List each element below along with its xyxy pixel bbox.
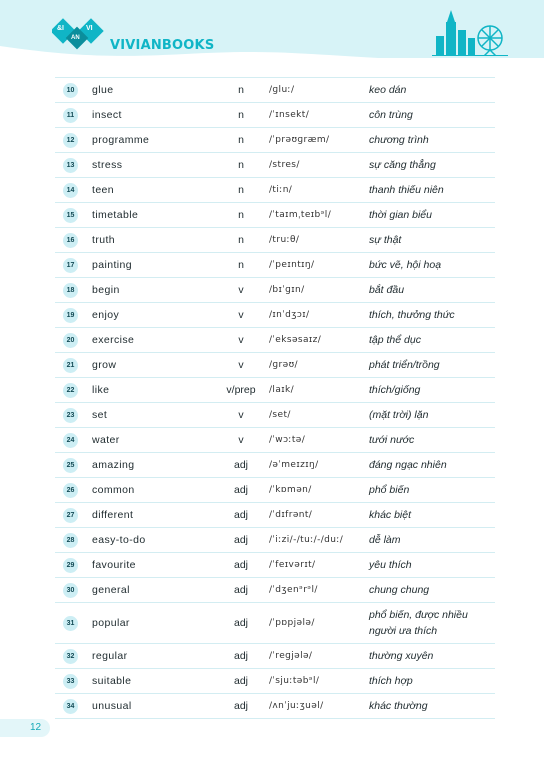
pronunciation: /stres/ (269, 160, 300, 170)
vocab-word: grow (92, 359, 117, 371)
pronunciation: /set/ (269, 410, 291, 420)
table-row (55, 327, 495, 352)
part-of-speech: v (238, 434, 244, 446)
vietnamese-meaning: côn trùng (369, 109, 413, 121)
vocab-word: teen (92, 184, 115, 196)
table-row (55, 77, 495, 102)
part-of-speech: v (238, 284, 244, 296)
vocab-word: general (92, 584, 130, 596)
table-row (55, 577, 495, 602)
table-row (55, 402, 495, 427)
part-of-speech: n (238, 259, 244, 271)
pronunciation: /ˈpɒpjələ/ (269, 618, 315, 628)
vocab-word: water (92, 434, 120, 446)
vocab-word: exercise (92, 334, 135, 346)
vietnamese-meaning: thích/giống (369, 384, 421, 396)
row-number-badge: 34 (63, 699, 78, 714)
vietnamese-meaning: bắt đầu (369, 284, 405, 296)
row-number-badge: 26 (63, 483, 78, 498)
row-number-badge: 32 (63, 649, 78, 664)
row-number-badge: 33 (63, 674, 78, 689)
vocab-word: stress (92, 159, 123, 171)
row-number-badge: 12 (63, 133, 78, 148)
vietnamese-meaning: sự thật (369, 234, 402, 246)
pronunciation: /ʌnˈjuːʒuəl/ (269, 701, 324, 711)
vivianbooks-logo (52, 18, 104, 50)
vocab-word: truth (92, 234, 116, 246)
vocab-word: favourite (92, 559, 136, 571)
table-row (55, 202, 495, 227)
table-row (55, 102, 495, 127)
vocabulary-table (55, 77, 495, 719)
table-row (55, 602, 495, 643)
brand-name: VIVIANBOOKS (110, 38, 215, 53)
row-number-badge: 14 (63, 183, 78, 198)
pronunciation: /ˈɪnsekt/ (269, 110, 310, 120)
vocab-word: begin (92, 284, 120, 296)
vocab-word: popular (92, 617, 130, 629)
logo-right-text: VI (86, 25, 93, 32)
part-of-speech: adj (233, 584, 248, 596)
vocab-word: unusual (92, 700, 132, 712)
part-of-speech: adj (233, 675, 248, 687)
vocab-word: timetable (92, 209, 139, 221)
vietnamese-meaning: thường xuyên (369, 650, 434, 662)
table-row (55, 527, 495, 552)
table-row (55, 693, 495, 719)
row-number-badge: 29 (63, 558, 78, 573)
table-row (55, 177, 495, 202)
table-row (55, 252, 495, 277)
row-number-badge: 31 (63, 616, 78, 631)
row-number-badge: 15 (63, 208, 78, 223)
logo-middle-text: AN (71, 35, 80, 41)
vocab-word: painting (92, 259, 132, 271)
row-number-badge: 25 (63, 458, 78, 473)
city-skyline-icon (432, 8, 508, 56)
vietnamese-meaning: dễ làm (369, 534, 401, 546)
row-number-badge: 30 (63, 583, 78, 598)
vietnamese-meaning: thích hợp (369, 675, 413, 687)
pronunciation: /əˈmeɪzɪŋ/ (269, 460, 319, 470)
part-of-speech: adj (233, 509, 248, 521)
table-row (55, 352, 495, 377)
vocab-word: regular (92, 650, 128, 662)
part-of-speech: adj (233, 534, 248, 546)
table-row (55, 452, 495, 477)
row-number-badge: 23 (63, 408, 78, 423)
vietnamese-meaning: phát triển/trồng (369, 359, 440, 371)
row-number-badge: 24 (63, 433, 78, 448)
logo-left-text: &I (57, 25, 64, 32)
pronunciation: /truːθ/ (269, 235, 300, 245)
row-number-badge: 28 (63, 533, 78, 548)
part-of-speech: v/prep (226, 384, 256, 396)
vietnamese-meaning: keo dán (369, 84, 407, 96)
table-row (55, 668, 495, 693)
part-of-speech: n (238, 134, 244, 146)
table-row (55, 502, 495, 527)
vocab-word: like (92, 384, 110, 396)
vocab-word: common (92, 484, 135, 496)
vocab-word: set (92, 409, 108, 421)
row-number-badge: 13 (63, 158, 78, 173)
vietnamese-meaning: chương trình (369, 134, 429, 146)
part-of-speech: adj (233, 484, 248, 496)
vietnamese-meaning: phổ biến (369, 484, 410, 496)
part-of-speech: n (238, 159, 244, 171)
part-of-speech: adj (233, 617, 248, 629)
vietnamese-meaning: khác biệt (369, 509, 412, 521)
vietnamese-meaning: khác thường (369, 700, 428, 712)
vietnamese-meaning: bức vẽ, hội hoạ (369, 259, 442, 271)
vietnamese-meaning: đáng ngạc nhiên (369, 459, 447, 471)
pronunciation: /ˈfeɪvərɪt/ (269, 560, 316, 570)
part-of-speech: n (238, 209, 244, 221)
vietnamese-meaning: yêu thích (369, 559, 412, 571)
row-number-badge: 21 (63, 358, 78, 373)
table-row (55, 302, 495, 327)
pronunciation: /ˈtaɪmˌteɪbᵊl/ (269, 210, 332, 220)
table-row (55, 427, 495, 452)
pronunciation: /ˈreɡjələ/ (269, 651, 313, 661)
row-number-badge: 20 (63, 333, 78, 348)
row-number-badge: 17 (63, 258, 78, 273)
part-of-speech: n (238, 84, 244, 96)
part-of-speech: adj (233, 650, 248, 662)
vocab-word: easy-to-do (92, 534, 146, 546)
row-number-badge: 10 (63, 83, 78, 98)
table-row (55, 643, 495, 668)
pronunciation: /ˈwɔːtə/ (269, 435, 306, 445)
pronunciation: /ˈeksəsaɪz/ (269, 335, 322, 345)
table-row (55, 277, 495, 302)
pronunciation: /ˈprəʊɡræm/ (269, 135, 330, 145)
pronunciation: /ˈsjuːtəbᵊl/ (269, 676, 320, 686)
pronunciation: /ˈkɒmən/ (269, 485, 312, 495)
logo-diamonds-icon (52, 18, 104, 50)
vietnamese-meaning: tập thể dục (369, 334, 421, 346)
part-of-speech: v (238, 334, 244, 346)
vietnamese-meaning: chung chung (369, 584, 430, 596)
table-row (55, 227, 495, 252)
table-row (55, 127, 495, 152)
pronunciation: /tiːn/ (269, 185, 293, 195)
vocab-word: glue (92, 84, 114, 96)
table-row (55, 377, 495, 402)
vietnamese-meaning: thanh thiếu niên (369, 184, 444, 196)
part-of-speech: adj (233, 700, 248, 712)
page-number: 12 (30, 722, 42, 733)
row-number-badge: 22 (63, 383, 78, 398)
pronunciation: /ɪnˈdʒɔɪ/ (269, 310, 310, 320)
table-row (55, 477, 495, 502)
vietnamese-meaning: phổ biến, được nhiều người ưa thích (369, 609, 468, 637)
row-number-badge: 27 (63, 508, 78, 523)
pronunciation: /bɪˈɡɪn/ (269, 285, 305, 295)
pronunciation: /ˈdʒenᵊrᵊl/ (269, 585, 318, 595)
vietnamese-meaning: thích, thưởng thức (369, 309, 455, 321)
vietnamese-meaning: tưới nước (369, 434, 415, 446)
vocab-word: enjoy (92, 309, 120, 321)
part-of-speech: n (238, 109, 244, 121)
row-number-badge: 11 (63, 108, 78, 123)
part-of-speech: adj (233, 459, 248, 471)
pronunciation: /ˈpeɪntɪŋ/ (269, 260, 315, 270)
row-number-badge: 18 (63, 283, 78, 298)
table-row (55, 152, 495, 177)
vocab-word: amazing (92, 459, 135, 471)
part-of-speech: n (238, 184, 244, 196)
vietnamese-meaning: sự căng thẳng (369, 159, 436, 171)
vocab-word: suitable (92, 675, 132, 687)
page-number-tab (0, 719, 50, 737)
vietnamese-meaning: (mặt trời) lặn (369, 409, 429, 421)
table-row (55, 552, 495, 577)
part-of-speech: n (238, 234, 244, 246)
pronunciation: /ɡrəʊ/ (269, 360, 298, 370)
pronunciation: /laɪk/ (269, 385, 295, 395)
row-number-badge: 16 (63, 233, 78, 248)
vocab-word: different (92, 509, 134, 521)
row-number-badge: 19 (63, 308, 78, 323)
vocab-word: insect (92, 109, 122, 121)
vietnamese-meaning: thời gian biểu (369, 209, 432, 221)
pronunciation: /ˈiːzi/-/tuː/-/duː/ (269, 535, 344, 545)
vocab-word: programme (92, 134, 150, 146)
part-of-speech: adj (233, 559, 248, 571)
part-of-speech: v (238, 409, 244, 421)
pronunciation: /ˈdɪfrənt/ (269, 510, 313, 520)
part-of-speech: v (238, 309, 244, 321)
part-of-speech: v (238, 359, 244, 371)
pronunciation: /ɡluː/ (269, 85, 295, 95)
